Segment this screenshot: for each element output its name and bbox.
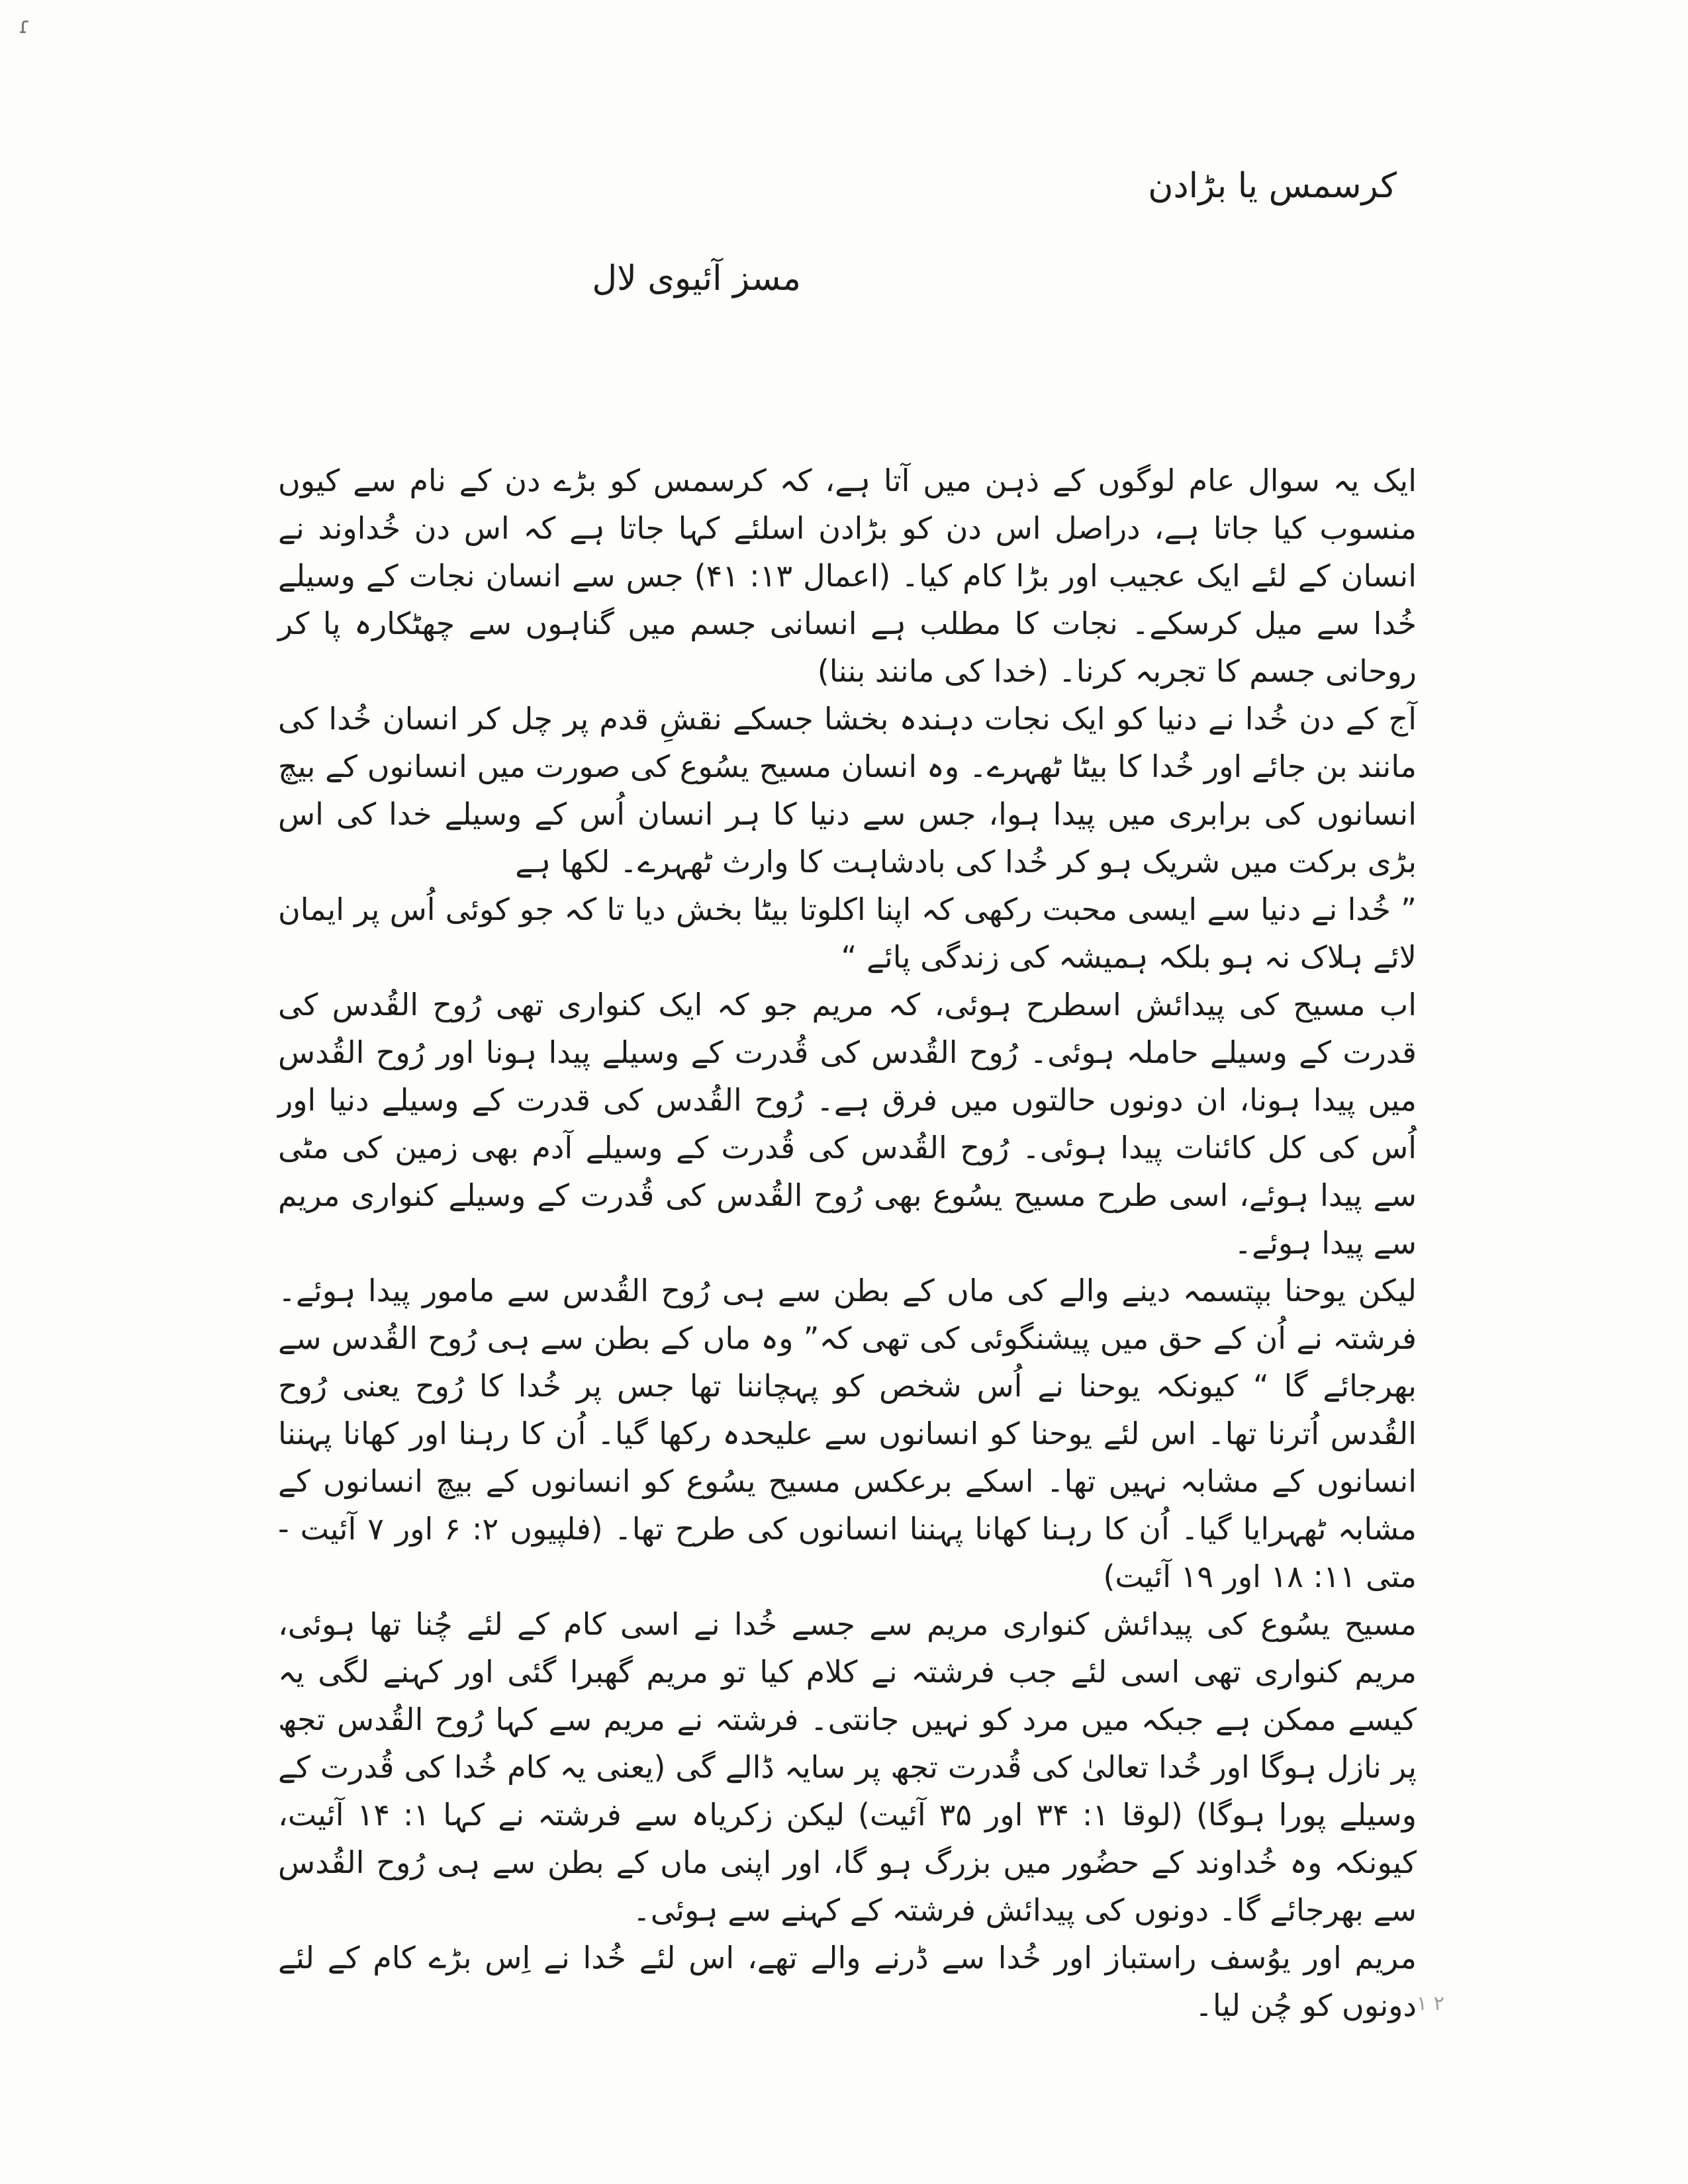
corner-mark: ɾ bbox=[19, 13, 31, 39]
paragraph: اب مسیح کی پیدائش اسطرح ہوئی، کہ مریم جو کہ ایک کنواری تھی رُوح القُدس کی قدرت کے وسیلے حاملہ ہوئی۔ رُوح القُدس کی قُدرت کے وسیلے پیدا ہونا اور رُوح القُدس میں پیدا ہونا، ان دونوں حالتوں میں فرق ہے۔ رُوح القُدس کی قدرت کے وسیلے دنیا اور اُس کی کل کائنات پیدا ہوئی۔ رُوح القُدس کی قُدرت کے وسیلے آدم بھی زمین کی مٹی سے پیدا ہوئے، اسی طرح مسیح یسُوع بھی رُوح القُدس کی قُدرت کے وسیلے کنواری مریم سے پیدا ہوئے۔ bbox=[278, 987, 1417, 1261]
paragraph: مریم اور یوُسف راستباز اور خُدا سے ڈرنے والے تھے، اس لئے خُدا نے اِس بڑے کام کے لئے دونوں کو چُن لیا۔ bbox=[278, 1940, 1417, 2023]
document-title: کرسمس یا بڑادن bbox=[1148, 166, 1397, 206]
footer-mark: ۱ ۲ bbox=[1417, 1992, 1444, 2015]
paragraph: ایک یہ سوال عام لوگوں کے ذہن میں آتا ہے، کہ کرسمس کو بڑے دن کے نام سے کیوں منسوب کیا جاتا ہے، دراصل اس دن کو بڑادن اسلئے کہا جاتا ہے کہ اس دن خُداوند نے انسان کے لئے ایک عجیب اور بڑا کام کیا۔ (اعمال ۱۳: ۴۱) جس سے انسان نجات کے وسیلے خُدا سے میل کرسکے۔ نجات کا مطلب ہے انسانی جسم میں گناہوں سے چھٹکارہ پا کر روحانی جسم کا تجربہ کرنا۔ (خدا کی مانند بننا) bbox=[278, 463, 1417, 689]
paragraph: لیکن یوحنا بپتسمہ دینے والے کی ماں کے بطن سے ہی رُوح القُدس سے مامور پیدا ہوئے۔ فرشتہ نے اُن کے حق میں پیشنگوئی کی تھی کہ” وہ ماں کے بطن سے ہی رُوح القُدس سے بھرجائے گا “ کیونکہ یوحنا نے اُس شخص کو پہچاننا تھا جس پر خُدا کا رُوح یعنی رُوح القُدس اُترنا تھا۔ اس لئے یوحنا کو انسانوں سے علیحدہ رکھا گیا۔ اُن کا رہنا اور کھانا پہننا انسانوں کے مشابہ نہیں تھا۔ اسکے برعکس مسیح یسُوع کو انسانوں کے بیچ انسانوں کے مشابہ ٹھہرایا گیا۔ اُن کا رہنا کھانا پہننا انسانوں کی طرح تھا۔ (فلپیوں ۲: ۶ اور ۷ آئیت - متی ۱۱: ۱۸ اور ۱۹ آئیت) bbox=[278, 1273, 1417, 1594]
document-body bbox=[278, 457, 1417, 2029]
document-author: مسز آئیوی لال bbox=[592, 259, 801, 298]
paragraph: مسیح یسُوع کی پیدائش کنواری مریم سے جسے خُدا نے اسی کام کے لئے چُنا تھا ہوئی، مریم کنواری تھی اسی لئے جب فرشتہ نے کلام کیا تو مریم گھبرا گئی اور کہنے لگی یہ کیسے ممکن ہے جبکہ میں مرد کو نہیں جانتی۔ فرشتہ نے مریم سے کہا رُوح القُدس تجھ پر نازل ہوگا اور خُدا تعالیٰ کی قُدرت تجھ پر سایہ ڈالے گی (یعنی یہ کام خُدا کی قُدرت کے وسیلے پورا ہوگا) (لوقا ۱: ۳۴ اور ۳۵ آئیت) لیکن زکریاہ سے فرشتہ نے کہا ۱: ۱۴ آئیت، کیونکہ وہ خُداوند کے حضُور میں بزرگ ہو گا، اور اپنی ماں کے بطن سے ہی رُوح القُدس سے بھرجائے گا۔ دونوں کی پیدائش فرشتہ کے کہنے سے ہوئی۔ bbox=[278, 1606, 1417, 1928]
paragraph: ” خُدا نے دنیا سے ایسی محبت رکھی کہ اپنا اکلوتا بیٹا بخش دیا تا کہ جو کوئی اُس پر ایمان لائے ہلاک نہ ہو بلکہ ہمیشہ کی زندگی پائے “ bbox=[278, 891, 1417, 975]
paragraph: آج کے دن خُدا نے دنیا کو ایک نجات دہندہ بخشا جسکے نقشِ قدم پر چل کر انسان خُدا کی مانند بن جائے اور خُدا کا بیٹا ٹھہرے۔ وہ انسان مسیح یسُوع کی صورت میں انسانوں کے بیچ انسانوں کی برابری میں پیدا ہوا، جس سے دنیا کا ہر انسان اُس کے وسیلے خدا کی اس بڑی برکت میں شریک ہو کر خُدا کی بادشاہت کا وارث ٹھہرے۔ لکھا ہے bbox=[278, 701, 1417, 880]
